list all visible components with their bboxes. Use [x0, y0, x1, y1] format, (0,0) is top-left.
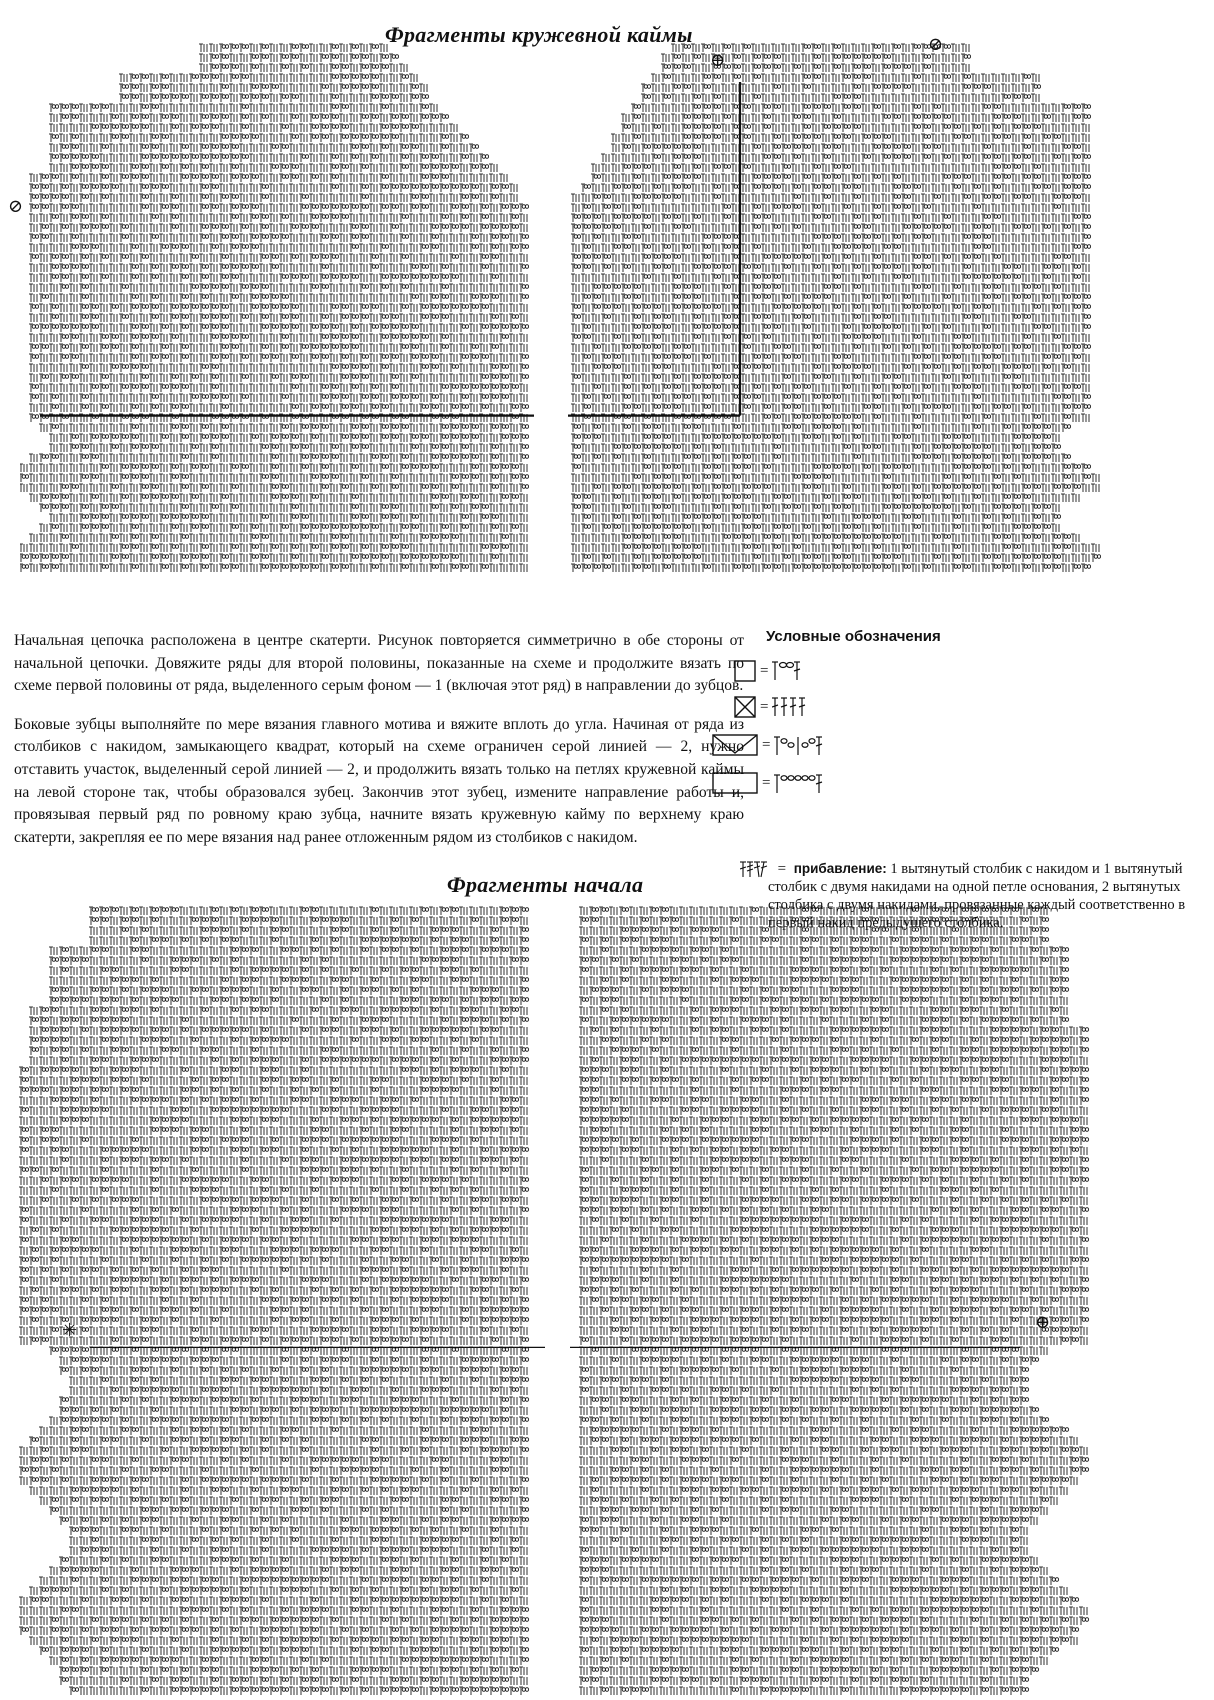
picot-stitch-icon: [774, 733, 844, 757]
start-chart-left: [10, 905, 545, 1695]
four-stitches-icon: [772, 696, 816, 718]
legend: [760, 628, 1200, 645]
instructions-text: [14, 630, 744, 865]
legend-item-empty-square: [734, 656, 812, 686]
wide-bar-icon: [712, 771, 758, 795]
increase-note: [768, 860, 1198, 932]
increase-text: 1 вытянутый столбик с накидом и 1 вытянутый столбик с двумя накидами на одной петле основания, 2 вытянутых столбика с двумя накидами, провязанные каждый соответственно в первый накид предыдущего столбика.: [768, 861, 1185, 931]
circle-slash-marker-left: ⊘: [8, 196, 23, 217]
crossed-square-icon: [734, 696, 756, 718]
legend-title: Условные обозначения: [766, 628, 1200, 645]
lace-border-chart-right: [562, 42, 1102, 572]
increase-icon: [740, 860, 770, 878]
circle-slash-marker-right: ⊘: [928, 34, 943, 55]
lace-border-chart-left: [20, 42, 540, 572]
stitch-chain-icon: [772, 660, 812, 682]
instruction-paragraph-1: Начальная цепочка расположена в центре скатерти. Рисунок повторяется симметрично в обе стороны от начальной цепочки. Довяжите ряды для второй половины, показанные на схеме и продолжите вязать по схеме первой половины от ряда, выделенного серым фоном — 1 (включая этот ряд) в направлении до зубцов.: [14, 630, 744, 698]
long-chain-icon: [774, 771, 846, 795]
asterisk-marker: ✳: [62, 1320, 77, 1341]
start-chart-right: [570, 905, 1100, 1695]
legend-equals: =: [760, 699, 768, 716]
empty-square-icon: [734, 660, 756, 682]
instruction-paragraph-2: Боковые зубцы выполняйте по мере вязания главного мотива и вяжите вплоть до угла. Начиная от ряда из столбиков с накидом, замыкающего квадрат, который на схеме ограничен серой линией — 2, нужно отставить участок, выделенный серой линией — 2, и продолжить вязать только на петлях кружевной каймы на левой стороне так, чтобы образовался зубец. Закончив этот зубец, измените направление работы и, провязывая первый ряд по ровному краю зубца, начните вязать кружевную кайму по верхнему краю скатерти, закрепляя ее по мере вязания над ранее отложенным рядом из столбиков с накидом.: [14, 714, 744, 850]
increase-term: прибавление:: [794, 861, 887, 876]
legend-equals: =: [762, 737, 770, 754]
circle-plus-marker-top: ⊕: [710, 50, 725, 71]
legend-equals: =: [778, 861, 786, 877]
legend-item-v-bar: [712, 730, 844, 760]
lace-border-title: Фрагменты кружевной каймы: [385, 22, 693, 48]
v-bar-icon: [712, 733, 758, 757]
legend-item-crossed-square: [734, 692, 816, 722]
legend-equals: =: [760, 663, 768, 680]
start-fragments-title: Фрагменты начала: [447, 872, 643, 898]
legend-item-wide-bar: [712, 768, 846, 798]
circle-plus-marker-bottom: ⊕: [1035, 1312, 1050, 1333]
legend-equals: =: [762, 775, 770, 792]
